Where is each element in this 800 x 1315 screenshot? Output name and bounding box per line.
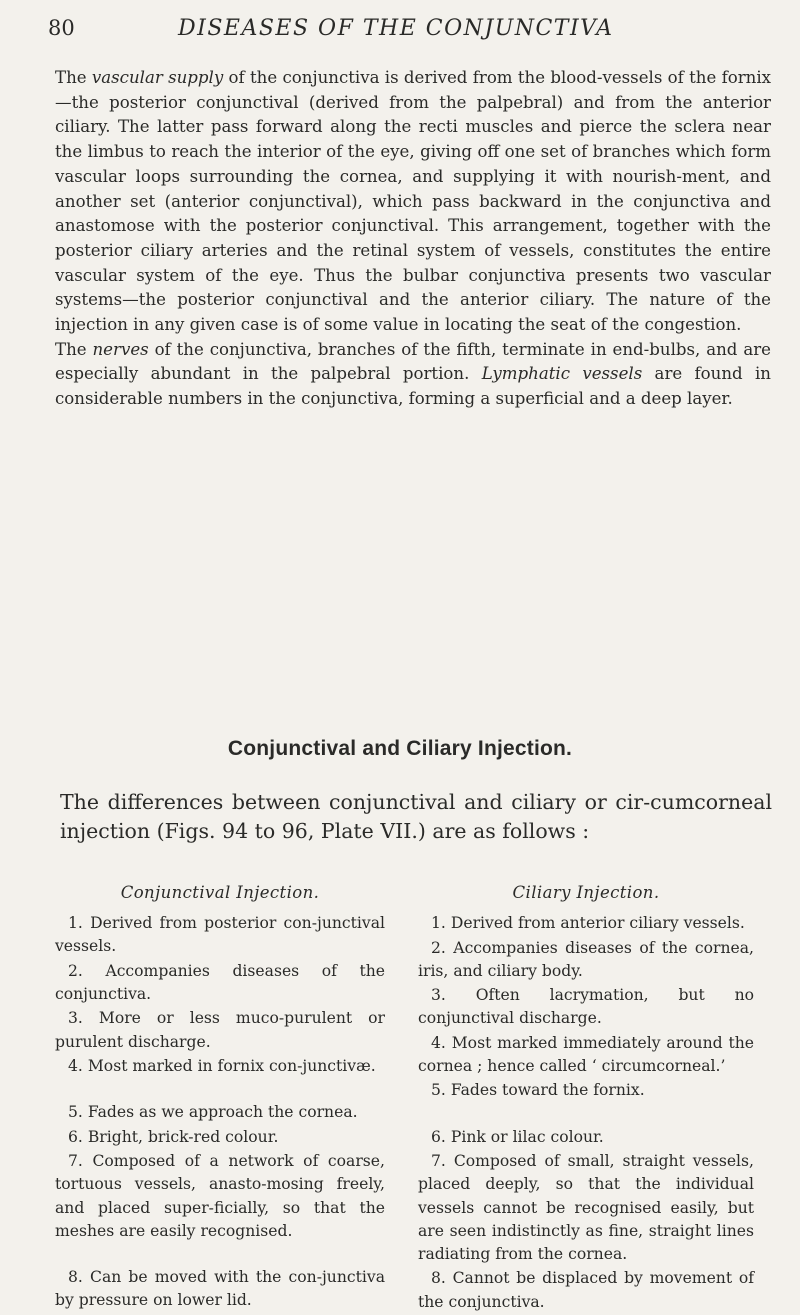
list-item: 2. Accompanies diseases of the conjunctiva. [55, 961, 385, 1003]
conjunctival-injection-column [55, 881, 385, 1314]
page-number: 80 [48, 16, 75, 40]
list-item: 2. Accompanies diseases of the cornea, iris, and ciliary body. [418, 938, 754, 980]
ciliary-injection-column [418, 881, 754, 1315]
list-item: 6. Pink or lilac colour. [431, 1127, 604, 1146]
section-intro: The differences between conjunctival and ciliary or cir-cumcorneal injection (Figs. 94 to 96, Plate VII.) are as follows : [60, 790, 772, 843]
list-item: 1. Derived from anterior ciliary vessels. [431, 914, 745, 933]
page-header [48, 16, 768, 56]
list-item: 6. Bright, brick-red colour. [68, 1127, 279, 1146]
italic-term-lymphatic-vessels: Lymphatic vessels [481, 364, 643, 384]
paragraph-nerves-lymphatics [55, 338, 771, 412]
spacer [418, 1104, 754, 1126]
italic-term-vascular-supply: vascular supply [91, 68, 224, 87]
column-heading: Conjunctival Injection. [120, 883, 320, 902]
column-heading: Ciliary Injection. [512, 883, 660, 902]
list-item: 7. Composed of small, straight vessels, placed deeply, so that the individual vessels cannot be recognised easily, but are seen indistinctly as fine, straight lines radiating from the cornea. [418, 1152, 754, 1263]
list-item: 5. Fades as we approach the cornea. [68, 1103, 358, 1122]
list-item: 4. Most marked in fornix con-junctivæ. [68, 1056, 376, 1075]
running-title: DISEASES OF THE CONJUNCTIVA [178, 16, 614, 41]
text-run: The [55, 68, 92, 87]
list-item: 7. Composed of a network of coarse, tortuous vessels, anasto-mosing freely, and placed super-ficially, so that the meshes are easily recognised. [55, 1152, 385, 1240]
spacer [55, 1079, 385, 1101]
section-title: Conjunctival and Ciliary Injection. [227, 737, 573, 760]
text-run: of the conjunctiva, branches of the fifth, terminate in end-bulbs, and are especially abundant in the palpebral portion. [55, 339, 771, 384]
list-item: 5. Fades toward the fornix. [431, 1081, 645, 1100]
text-run: are found in considerable numbers in the conjunctiva, forming a superficial and a deep layer. [55, 364, 771, 409]
text-run: The [55, 339, 93, 359]
list-item: 4. Most marked immediately around the cornea ; hence called ‘ circumcorneal.’ [418, 1033, 754, 1075]
list-item: 1. Derived from posterior con-junctival vessels. [55, 914, 385, 956]
text-run: of the conjunctiva is derived from the blood-vessels of the fornix—the posterior conjunctival (derived from the palpebral) and from the anterior ciliary. The latter pass forward along the recti muscles and pierce the sclera near the limbus to reach the interior of the eye, giving off one set of branches which form vascular loops surrounding the cornea, and supplying it with nourish-ment, and another set (anterior conjunctival), which pass backward in the conjunctiva and anastomose with the posterior conjunctival. This arrangement, together with the posterior ciliary arteries and the retinal system of vessels, constitutes the entire vascular system of the eye. Thus the bulbar conjunctiva presents two vascular systems—the posterior conjunctival and the anterior ciliary. The nature of the injection in any given case is of some value in locating the seat of the congestion. [55, 68, 771, 335]
body-text [55, 66, 771, 412]
list-item: 8. Can be moved with the con-junctiva by pressure on lower lid. [55, 1268, 385, 1310]
list-item: 8. Cannot be displaced by movement of the conjunctiva. [418, 1269, 754, 1311]
italic-term-nerves: nerves [92, 339, 149, 359]
list-item: 3. More or less muco-purulent or purulent discharge. [55, 1009, 385, 1051]
list-item: 3. Often lacrymation, but no conjunctival discharge. [418, 986, 754, 1028]
paragraph-vascular-supply [55, 66, 771, 338]
